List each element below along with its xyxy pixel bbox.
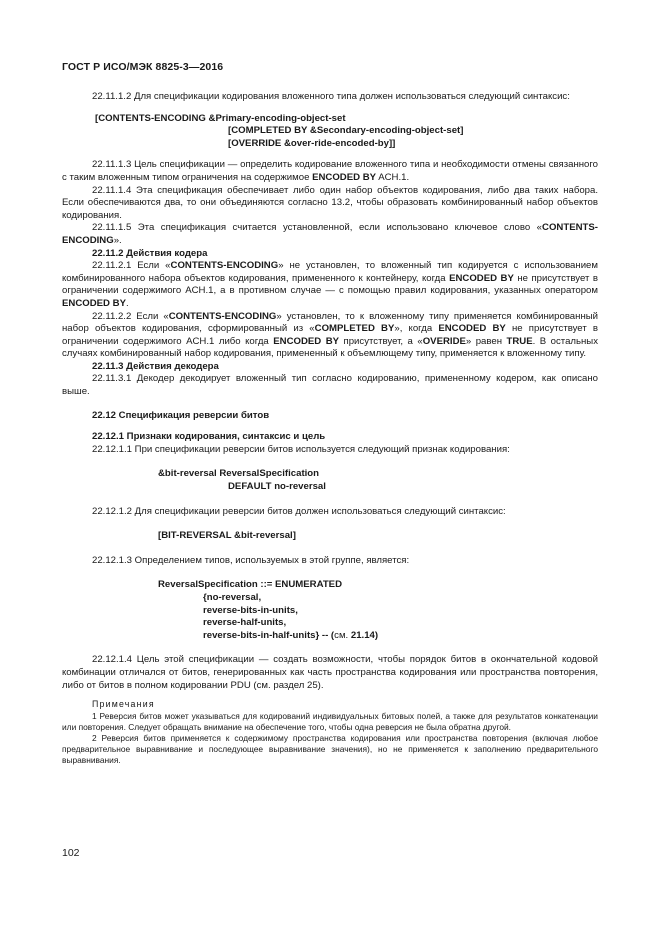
para-22-11-2-1	[62, 260, 598, 310]
text: » не установлен, то вложенный тип кодируется с использованием комбинированного набора объектов кодирования, примененного к контейнеру, когда	[62, 260, 598, 284]
text: .	[125, 297, 129, 309]
keyword: OVERIDE	[422, 335, 466, 347]
text: » равен	[465, 335, 507, 347]
text: присутствует, а «	[339, 335, 423, 347]
page-number: 102	[62, 847, 80, 859]
para-22-11-1-3	[62, 159, 598, 184]
text: . В остальных случаях комбинированный набор кодирования, примененный к объемлющему типу, применяется к вложенному типу.	[62, 335, 598, 360]
code-line: DEFAULT no-reversal	[228, 481, 326, 493]
code-line: [CONTENTS-ENCODING &Primary-encoding-object-set	[95, 112, 346, 124]
text: 22.11.1.3 Цель спецификации — определить кодирование вложенного типа и необходимости отмены связанного с таким вложенным типом ограничения на содержимое	[62, 159, 598, 183]
heading-22-12-1: 22.12.1 Признаки кодирования, синтаксис и цель	[92, 431, 326, 443]
code-contents-encoding	[62, 113, 598, 151]
heading-22-12: 22.12 Спецификация реверсии битов	[92, 409, 270, 421]
keyword: TRUE	[506, 335, 533, 347]
keyword: CONTENTS-ENCODING	[62, 222, 598, 246]
text: 22.11.1.5 Эта спецификация считается установленной, если использовано ключевое слово «	[92, 222, 543, 234]
code-line: {no-reversal,	[203, 592, 262, 603]
text: ».	[113, 234, 122, 246]
code-reversal-specification	[62, 579, 598, 642]
heading-22-11-3: 22.11.3 Действия декодера	[92, 360, 219, 372]
heading-22-11-2: 22.11.2 Действия кодера	[92, 247, 208, 259]
keyword: CONTENTS-ENCODING	[168, 310, 277, 322]
para-22-11-1-5	[62, 222, 598, 247]
note-1: 1 Реверсия битов может указываться для кодирований индивидуальных битовых полей, а также для результатов конкатенации или повторения. Следует обращать внимание на обеспечение того, чтобы одна реверсия не была обратна другой.	[62, 710, 598, 732]
para-22-12-1-3: 22.12.1.3 Определением типов, используемых в этой группе, является:	[92, 554, 410, 566]
keyword: ENCODED BY	[273, 335, 340, 347]
document-header: ГОСТ Р ИСО/МЭК 8825-3—2016	[62, 61, 224, 73]
code-line: [OVERRIDE &over-ride-encoded-by]]	[228, 137, 396, 149]
code-line: &bit-reversal ReversalSpecification	[158, 468, 320, 480]
code-text: см.	[334, 629, 349, 641]
code-bit-reversal-syntax: [BIT-REVERSAL &bit-reversal]	[158, 530, 296, 542]
note-2: 2 Реверсия битов применяется к содержимому пространства кодирования или пространства повторения (включая любое предварительное выравнивание и последующее выравнивание значения), но не применяется к заполнению предварительного выравнивания.	[62, 732, 598, 765]
text: 22.11.2.1 Если «	[92, 260, 171, 272]
keyword: COMPLETED BY	[314, 323, 395, 335]
code-line	[62, 630, 598, 643]
text: 22.11.2.2 Если «	[92, 310, 169, 322]
para-22-12-1-4: 22.12.1.4 Цель этой спецификации — создать возможности, чтобы порядок битов в окончательной кодовой комбинации отличался от битов, генерированных как часть пространства кодирования или пространства повторения, либо от битов в полном кодировании PDU (см. раздел 25).	[62, 654, 598, 691]
keyword: ENCODED BY	[312, 171, 377, 183]
code-text: 21.14)	[348, 629, 379, 641]
para-22-11-2-2	[62, 311, 598, 361]
para-22-11-1-4: 22.11.1.4 Эта спецификация обеспечивает либо один набор объектов кодирования, либо два таких набора. Если обеспечиваются два, то они объединяются согласно 13.2, чтобы образовать комбинированный набор объектов кодирования.	[62, 184, 598, 221]
code-line: ReversalSpecification ::= ENUMERATED	[158, 579, 343, 591]
para-22-11-3-1: 22.11.3.1 Декодер декодирует вложенный тип согласно кодированию, примененному кодером, как описано выше.	[62, 373, 598, 398]
code-text: reverse-bits-in-half-units} -- (	[203, 629, 335, 641]
notes-title: Примечания	[92, 699, 155, 710]
keyword: ENCODED BY	[449, 272, 514, 284]
para-22-11-1-2: 22.11.1.2 Для спецификации кодирования вложенного типа должен использоваться следующий синтаксис:	[92, 91, 570, 102]
keyword: CONTENTS-ENCODING	[170, 260, 279, 272]
document-body	[62, 91, 598, 766]
para-22-12-1-2: 22.12.1.2 Для спецификации реверсии битов должен использоваться следующий синтаксис:	[92, 505, 506, 517]
text: » установлен, то к вложенному типу применяется комбинированный набор объектов кодирования, сформированный из «	[62, 310, 598, 335]
text: не присутствует в ограничении содержимого ACH.1, а в противном случае — с помощью правил кодирования, указанных оператором	[62, 272, 598, 297]
text: ACH.1.	[376, 171, 410, 183]
code-line: reverse-bits-in-units,	[203, 604, 298, 616]
keyword: ENCODED BY	[438, 323, 506, 335]
text: », когда	[394, 323, 439, 335]
keyword: ENCODED BY	[62, 297, 126, 309]
code-line: reverse-half-units,	[203, 617, 287, 629]
para-22-12-1-1: 22.12.1.1 При спецификации реверсии битов используется следующий признак кодирования:	[92, 443, 510, 455]
text: не присутствует в ограничении содержимого ACH.1 либо когда	[62, 323, 598, 347]
code-line: [COMPLETED BY &Secondary-encoding-object-set]	[228, 125, 464, 137]
code-bit-reversal-property	[62, 468, 598, 493]
